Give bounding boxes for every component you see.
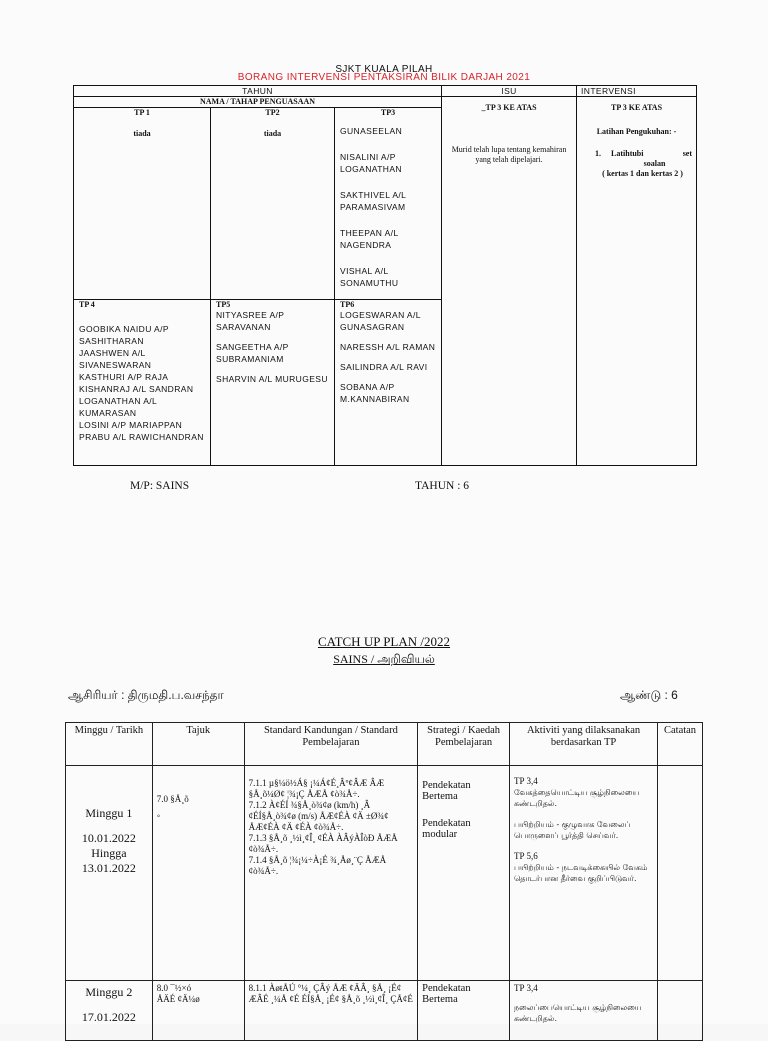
tp3-student: SAKTHIVEL A/L PARAMASIVAM bbox=[340, 190, 406, 212]
catatan-cell bbox=[658, 766, 703, 981]
intervensi-item-word: Latihtubi bbox=[611, 149, 644, 158]
header-strategi: Strategi / Kaedah Pembelajaran bbox=[418, 723, 510, 766]
activity-tp: TP 5,6 bbox=[514, 851, 538, 861]
header-tajuk: Tajuk bbox=[152, 723, 244, 766]
tp1-label: TP 1 bbox=[134, 108, 150, 117]
standards-cell bbox=[244, 981, 418, 1041]
tp3-names bbox=[340, 125, 436, 289]
intervensi-label: Latihan Pengukuhan: - bbox=[596, 127, 677, 136]
week-date: 13.01.2022 bbox=[81, 861, 136, 875]
tp5-cell bbox=[211, 300, 335, 466]
tp5-label: TP5 bbox=[216, 300, 231, 309]
topic-text: 7.0 §Å¸õ bbox=[156, 794, 189, 804]
tp6-student: SOBANA A/P M.KANNABIRAN bbox=[340, 382, 410, 404]
table-row bbox=[66, 981, 703, 1041]
activity-text: நலைப்பையொட்டிய சூழ்நிலையை கண்டறிதல். bbox=[514, 1003, 642, 1023]
tp3-student: NISALINI A/P LOGANATHAN bbox=[340, 152, 402, 174]
tp6-names bbox=[340, 309, 436, 405]
isu-heading: _TP 3 KE ATAS bbox=[481, 103, 537, 112]
col-intervensi-header: INTERVENSI bbox=[577, 86, 697, 97]
tp4-label: TP 4 bbox=[79, 300, 95, 309]
topic-text: 8.0 ¯½×ó ÅÄÉ ¢Ä¼ø bbox=[156, 983, 200, 1004]
intervensi-item-set: set bbox=[682, 149, 693, 158]
week-label: Minggu 1 bbox=[85, 806, 133, 820]
tp4-student: JAASHWEN A/L SIVANESWARAN bbox=[79, 348, 152, 370]
week-label: Minggu 2 bbox=[85, 985, 133, 999]
standard-item: 7.1.1 µ§¼ö½Á§ ¡¼Á¢É¸Âº¢ÂÆ ÂÆ §Å¸õ¼Ø¢ ¦¾¡Ç ÅÆÅ ¢ò¾Å÷. bbox=[248, 778, 385, 799]
standard-item: 7.1.2 À¢ÉÍ ¾§Å¸ò¾¢ø (km/h) ¸Â ¢ÉÍ§Å¸ò¾¢ø (m/s) ÅÆ¢ÉÀ ¢Ä ±Ø¾¢ ÅÆ¢ÉÀ ¢Ä ¢ÉÀ ¢ò¾Å÷. bbox=[248, 800, 389, 832]
tp3-student: THEEPAN A/L NAGENDRA bbox=[340, 228, 399, 250]
strategy-cell bbox=[418, 981, 510, 1041]
tp4-student: GOOBIKA NAIDU A/P SASHITHARAN bbox=[79, 324, 169, 346]
activity-tp: TP 3,4 bbox=[514, 983, 538, 993]
tp4-student: KASTHURI A/P RAJA bbox=[79, 372, 169, 382]
activity-text: பயிற்றியம் - குழுவாக வேலைப் பொருளைப் பூர்த்தி செய்வர். bbox=[514, 820, 631, 840]
tp3-cell bbox=[335, 108, 442, 300]
bullet-icon: ◦ bbox=[156, 811, 161, 822]
tp2-value: tiada bbox=[263, 129, 282, 138]
activity-cell bbox=[510, 981, 658, 1041]
tp6-student: LOGESWARAN A/L GUNASAGRAN bbox=[340, 310, 421, 332]
strategy-item: Pendekatan Bertema bbox=[422, 780, 471, 802]
tp3-student: VISHAL A/L SONAMUTHU bbox=[340, 266, 399, 288]
strategy-cell bbox=[418, 766, 510, 981]
tp4-student: LOGANATHAN A/L KUMARASAN bbox=[79, 396, 157, 418]
plan-year-label: ஆண்டு : 6 bbox=[620, 688, 678, 702]
tp4-cell bbox=[74, 300, 211, 466]
standard-item: 8.1.1 ÀøŧÅÚ °¼¸ ÇÂý ÅÆ ¢ÄÂ¸ §Å¸ ¡É¢ ÆÂÉ ¸¼Å ¢É ÉÍ§Å¸ ¡É¢ §Å¸õ ¸½ì¸¢Î¸ ÇÅ¢É bbox=[248, 983, 413, 1004]
year-label: TAHUN : 6 bbox=[415, 480, 470, 492]
activity-text: வேகத்தையொட்டிய சூழ்நிலையை கண்டறிதல். bbox=[514, 788, 640, 808]
plan-title: CATCH UP PLAN /2022 bbox=[317, 634, 451, 649]
strategy-item: Pendekatan Bertema bbox=[422, 983, 471, 1005]
topic-cell bbox=[152, 981, 244, 1041]
week-date: 17.01.2022 bbox=[81, 1010, 136, 1024]
tp1-value: tiada bbox=[133, 129, 151, 138]
isu-cell bbox=[442, 97, 577, 466]
intervention-form-table bbox=[73, 85, 697, 466]
subject-label: M/P: SAINS bbox=[130, 480, 190, 492]
activity-text: பயிற்றியம் - நடவடிக்கையில் வேகம் தொடர்பான தீர்வை குறிப்பிடுவர். bbox=[514, 863, 648, 883]
intervensi-item-number: 1. bbox=[595, 149, 602, 158]
catch-up-plan-table bbox=[65, 722, 703, 1041]
col-tahun-header: TAHUN bbox=[74, 86, 442, 97]
tp6-cell bbox=[335, 300, 442, 466]
week-cell bbox=[66, 766, 153, 981]
plan-subtitle: SAINS / அறிவியல் bbox=[333, 652, 435, 666]
intervensi-item-soalan: soalan bbox=[643, 159, 666, 168]
intervensi-item bbox=[581, 149, 692, 159]
teacher-label: ஆசிரியர் : திருமதி.ப.வசந்தா bbox=[68, 688, 224, 702]
col-isu-header: ISU bbox=[442, 86, 577, 97]
form-title: BORANG INTERVENSI PENTAKSIRAN BILIK DARJAH 2021 bbox=[237, 72, 531, 83]
header-aktiviti: Aktiviti yang dilaksanakan berdasarkan TP bbox=[510, 723, 658, 766]
nama-header: NAMA / TAHAP PENGUASAAN bbox=[74, 97, 442, 108]
isu-text: Murid telah lupa tentang kemahiran yang telah dipelajari. bbox=[451, 145, 567, 164]
tp2-label: TP2 bbox=[265, 108, 280, 117]
header-catatan: Catatan bbox=[658, 723, 703, 766]
week-date: 10.01.2022 bbox=[81, 831, 136, 845]
tp5-names bbox=[216, 309, 329, 385]
tp5-student: SHARVIN A/L MURUGESU bbox=[216, 374, 328, 384]
tp6-label: TP6 bbox=[340, 300, 355, 309]
table-row bbox=[66, 766, 703, 981]
intervensi-heading: TP 3 KE ATAS bbox=[610, 103, 663, 112]
tp3-student: GUNASEELAN bbox=[340, 126, 403, 136]
header-standard: Standard Kandungan / Standard Pembelajaran bbox=[244, 723, 418, 766]
week-date: Hingga bbox=[91, 846, 127, 860]
standard-item: 7.1.4 §Å¸õ ¦¾¡¼÷À¡É ¾¸Åø¸¨Ç ÅÆÅ ¢ò¾Å÷. bbox=[248, 855, 387, 876]
tp6-student: SAILINDRA A/L RAVI bbox=[340, 362, 428, 372]
school-name: SJKT KUALA PILAH bbox=[335, 64, 433, 75]
intervensi-cell bbox=[577, 97, 697, 466]
tp4-student: PRABU A/L RAWICHANDRAN bbox=[79, 432, 204, 442]
tp2-cell bbox=[211, 108, 335, 300]
week-cell bbox=[66, 981, 153, 1041]
tp6-student: NARESSH A/L RAMAN bbox=[340, 342, 436, 352]
topic-cell bbox=[152, 766, 244, 981]
tp3-label: TP3 bbox=[380, 108, 396, 117]
activity-tp: TP 3,4 bbox=[514, 776, 538, 786]
tp5-student: NITYASREE A/P SARAVANAN bbox=[216, 310, 285, 332]
tp1-cell bbox=[74, 108, 211, 300]
strategy-item: Pendekatan modular bbox=[422, 818, 471, 840]
tp4-student: LOSINI A/P MARIAPPAN bbox=[79, 420, 183, 430]
activity-cell bbox=[510, 766, 658, 981]
catatan-cell bbox=[658, 981, 703, 1041]
standards-cell bbox=[244, 766, 418, 981]
header-minggu: Minggu / Tarikh bbox=[66, 723, 153, 766]
intervensi-item-kertas: ( kertas 1 dan kertas 2 ) bbox=[602, 169, 683, 178]
tp5-student: SANGEETHA A/P SUBRAMANIAM bbox=[216, 342, 289, 364]
standard-item: 7.1.3 §Å¸õ ¸½ì¸¢Î¸ ¢ÉÀ ÀÂýÀÎòÐ ÅÆÅ ¢ò¾Å÷. bbox=[248, 833, 398, 854]
tp4-student: KISHANRAJ A/L SANDRAN bbox=[79, 384, 194, 394]
tp4-names bbox=[79, 323, 205, 443]
